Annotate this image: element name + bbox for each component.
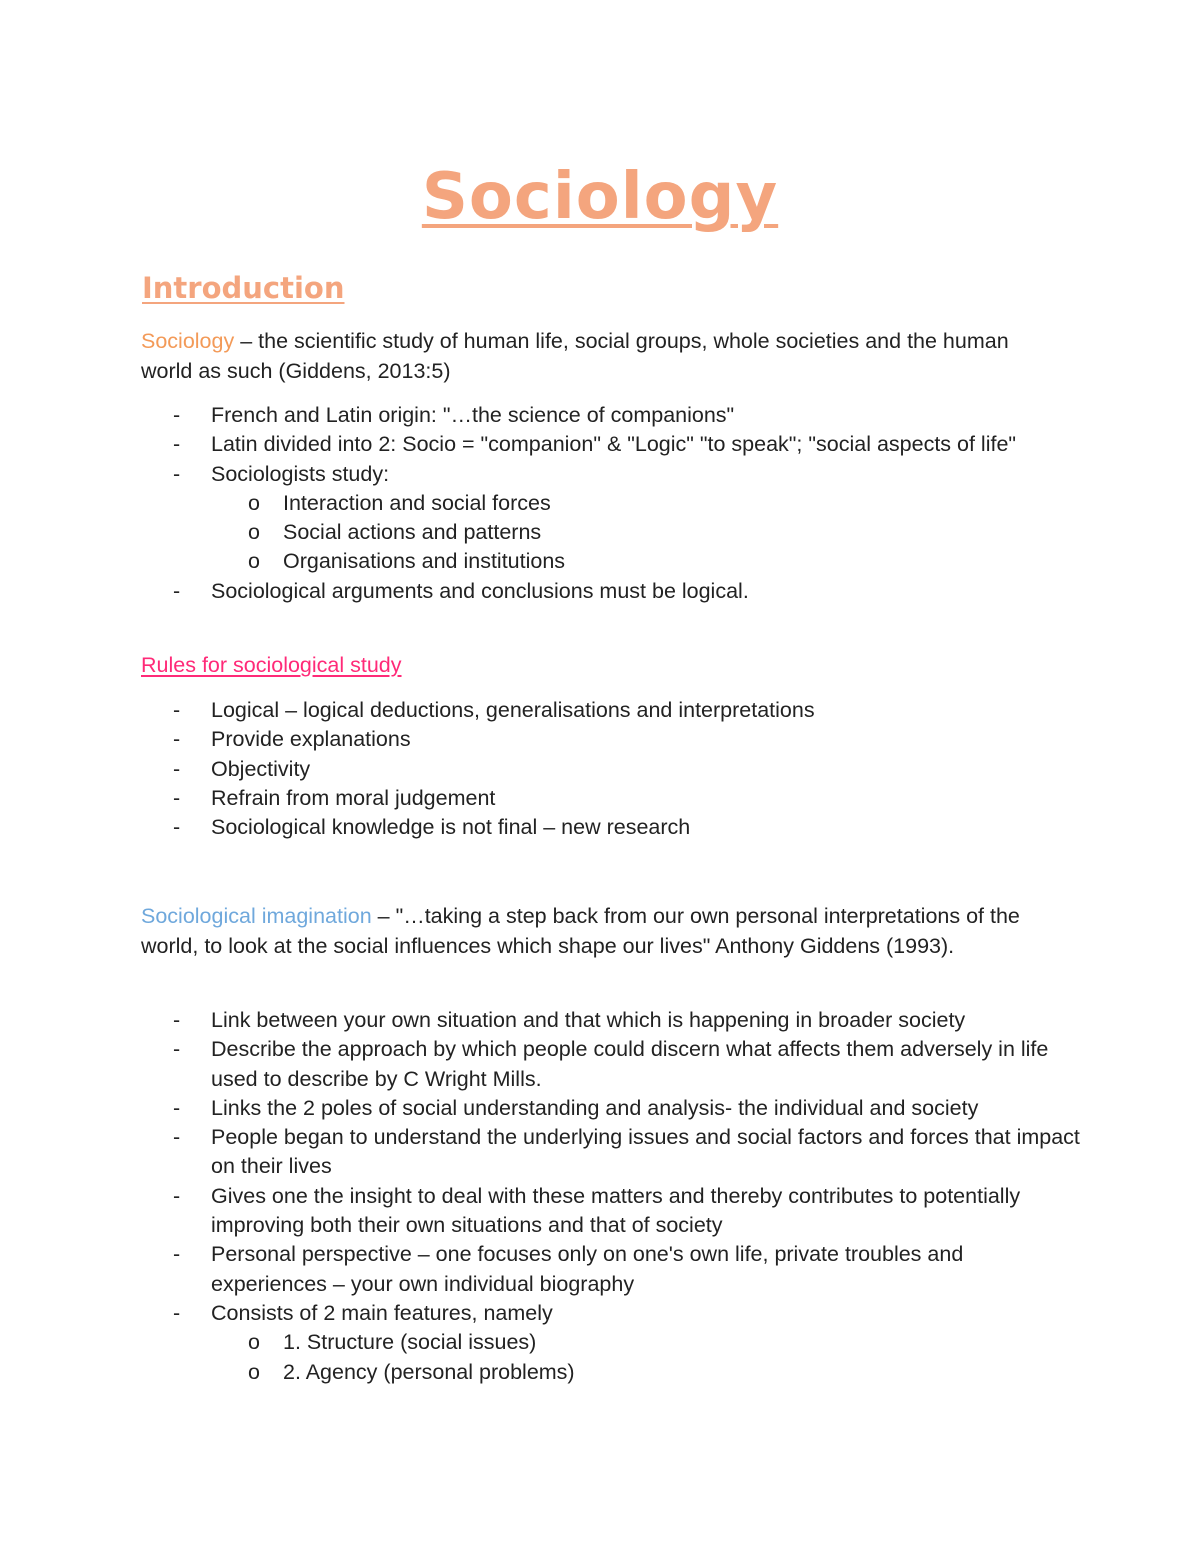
- sub-list-item: o 1. Structure (social issues): [283, 1328, 1080, 1357]
- list-item: - Objectivity: [0, 755, 1080, 784]
- sub-list-item: o Interaction and social forces: [283, 489, 1080, 518]
- list-item: - Sociological knowledge is not final – new research: [0, 813, 1080, 842]
- dash-bullet: -: [173, 727, 181, 752]
- dash-bullet: -: [173, 815, 181, 840]
- dash-bullet: -: [173, 432, 181, 457]
- rules-heading: Rules for sociological study: [141, 653, 402, 677]
- imagination-term: Sociological imagination: [141, 904, 372, 928]
- imagination-definition: [141, 902, 1061, 961]
- dash-bullet: -: [173, 1183, 181, 1208]
- list-item: - Personal perspective – one focuses only on one's own life, private troubles and experiences – your own individual biography: [173, 1242, 964, 1296]
- list-item: - French and Latin origin: "…the science of companions": [0, 401, 1080, 430]
- list-item: - Gives one the insight to deal with these matters and thereby contributes to potentially improving both their own situations and that of society: [173, 1183, 1021, 1238]
- list-item: - People began to understand the underlying issues and social factors and forces that impact on their lives: [173, 1125, 1080, 1179]
- list-item: - Consists of 2 main features, namely o 1. Structure (social issues) o 2. Agency (personal problems): [0, 1299, 1080, 1387]
- dash-bullet: -: [173, 698, 181, 722]
- dash-bullet: -: [173, 1008, 181, 1032]
- circle-bullet: o: [248, 520, 260, 545]
- sociology-term: Sociology: [141, 329, 235, 353]
- document-title: Sociology: [421, 160, 779, 234]
- imagination-points-list: [0, 1006, 1080, 1387]
- dash-bullet: -: [173, 1125, 181, 1150]
- dash-bullet: -: [173, 578, 181, 603]
- circle-bullet: o: [248, 549, 260, 574]
- imagination-definition-text: – "…taking a step back from our own personal interpretations of the world, to look at the social influences which shape our lives" Anthony Giddens (1993).: [141, 904, 1020, 958]
- sub-list-item: o 2. Agency (personal problems): [283, 1358, 1080, 1387]
- rules-list: [0, 696, 1080, 842]
- dash-bullet: -: [173, 1300, 181, 1325]
- list-item: - Links the 2 poles of social understanding and analysis- the individual and society: [0, 1094, 1080, 1123]
- list-item: - Sociological arguments and conclusions must be logical.: [0, 577, 1080, 606]
- section-heading-introduction: Introduction: [142, 271, 345, 305]
- sociology-definition: [141, 327, 1061, 386]
- dash-bullet: -: [173, 461, 181, 486]
- dash-bullet: -: [173, 403, 181, 427]
- circle-bullet: o: [248, 490, 260, 515]
- list-item: - Sociologists study: o Interaction and social forces o Social actions and patterns o Organisations and institutions: [0, 460, 1080, 577]
- dash-bullet: -: [173, 756, 181, 781]
- list-item: - Link between your own situation and that which is happening in broader society: [0, 1006, 1080, 1035]
- list-item: - Refrain from moral judgement: [0, 784, 1080, 813]
- circle-bullet: o: [248, 1330, 260, 1355]
- dash-bullet: -: [173, 1242, 181, 1267]
- sociology-definition-text: – the scientific study of human life, social groups, whole societies and the human world as such (Giddens, 2013:5): [141, 329, 1009, 383]
- sub-list-item: o Organisations and institutions: [283, 547, 1080, 576]
- dash-bullet: -: [173, 785, 181, 810]
- list-item: - Latin divided into 2: Socio = "companion" & "Logic" "to speak"; "social aspects of life": [0, 430, 1080, 459]
- dash-bullet: -: [173, 1095, 181, 1120]
- circle-bullet: o: [248, 1359, 260, 1384]
- list-item: - Describe the approach by which people could discern what affects them adversely in life used to describe by C Wright Mills.: [173, 1037, 1049, 1091]
- features-list: [211, 1328, 1080, 1387]
- study-subitems-list: [211, 489, 1080, 577]
- list-item: - Provide explanations: [0, 725, 1080, 754]
- list-item: - Logical – logical deductions, generalisations and interpretations: [0, 696, 1080, 725]
- intro-points-list: [0, 401, 1080, 606]
- sub-list-item: o Social actions and patterns: [283, 518, 1080, 547]
- dash-bullet: -: [173, 1037, 181, 1062]
